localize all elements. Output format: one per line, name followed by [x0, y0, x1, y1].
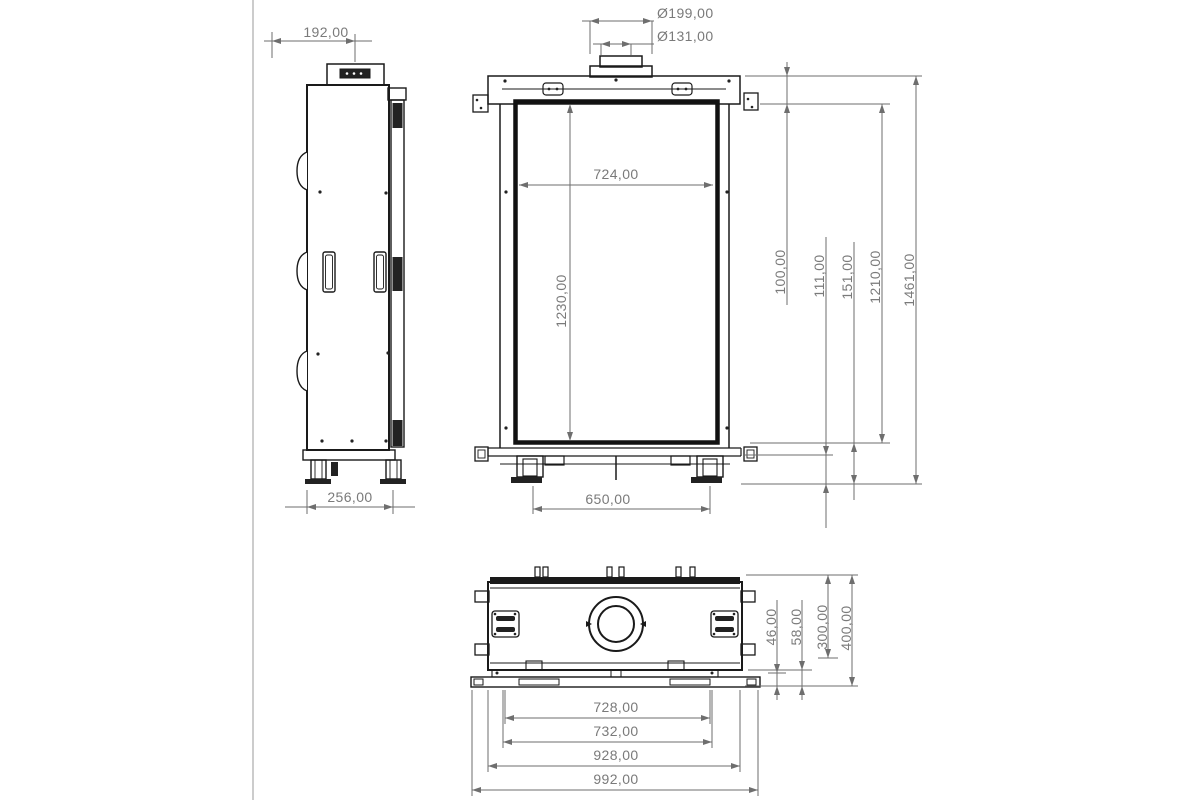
side-view [297, 64, 406, 484]
dim-label-depth-300: 300,00 [814, 604, 830, 650]
dim-label-glass-width: 724,00 [593, 166, 639, 182]
dim-label-base-height: 151,00 [839, 254, 855, 300]
top-view [471, 567, 760, 687]
dim-label-offset-base: 111,00 [811, 254, 827, 298]
dim-label-width-732: 732,00 [593, 723, 639, 739]
dim-label-flue-inner-dia: Ø131,00 [657, 28, 714, 44]
dim-label-depth-58: 58,00 [788, 608, 804, 646]
dim-label-offset-top: 100,00 [772, 249, 788, 295]
dim-label-width-total: 992,00 [593, 771, 639, 787]
front-view-dimensions [519, 18, 922, 528]
dim-label-feet-spacing: 650,00 [585, 491, 631, 507]
dim-label-side-depth: 256,00 [327, 489, 373, 505]
dim-label-width-928: 928,00 [593, 747, 639, 763]
dim-label-glass-height: 1230,00 [553, 274, 569, 328]
dim-label-flue-outer-dia: Ø199,00 [657, 5, 714, 21]
dim-label-depth-total: 400,00 [838, 605, 854, 651]
dim-label-frame-height: 1210,00 [867, 250, 883, 304]
dim-label-side-width: 192,00 [303, 24, 349, 40]
side-view-dimensions [264, 32, 415, 514]
dim-label-total-height: 1461,00 [901, 253, 917, 307]
dim-label-depth-46: 46,00 [763, 608, 779, 646]
front-view [473, 56, 758, 483]
dim-label-width-728: 728,00 [593, 699, 639, 715]
